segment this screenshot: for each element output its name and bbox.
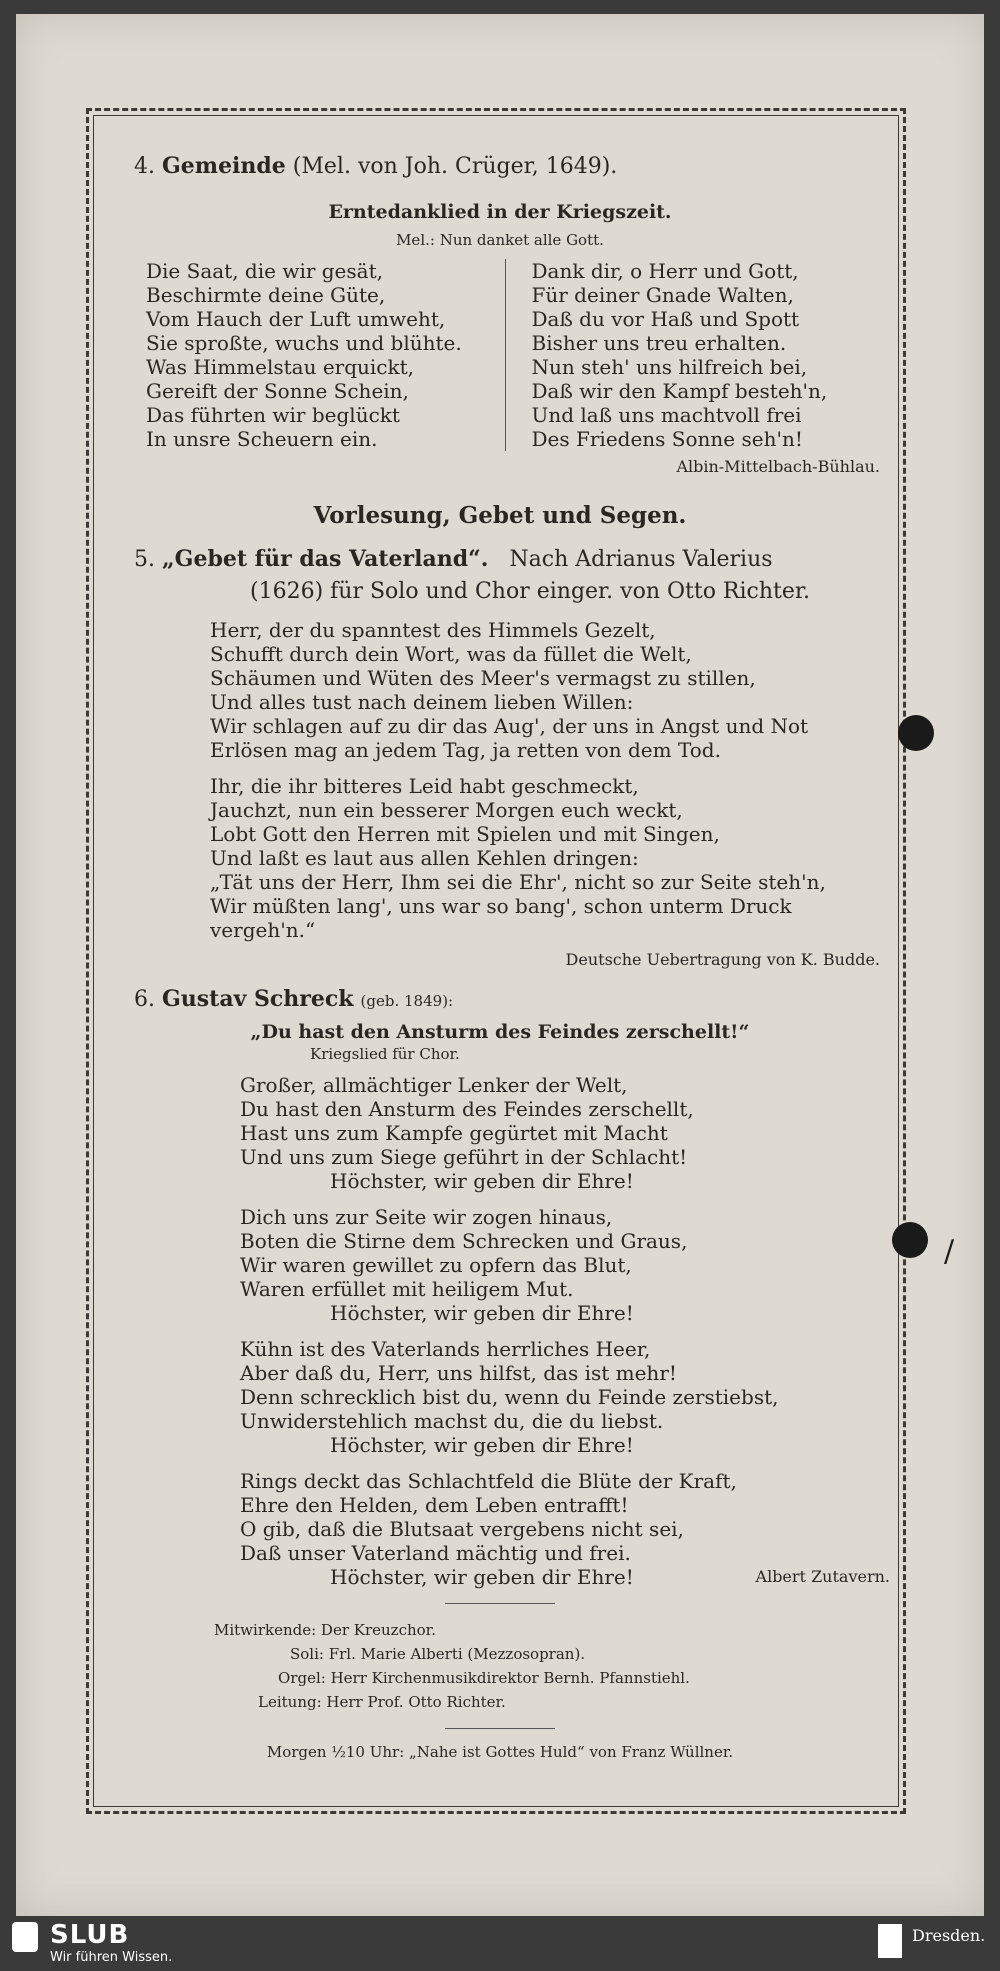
section-title: „Gebet für das Vaterland“. (162, 546, 489, 572)
refrain: Höchster, wir geben dir Ehre! (330, 1433, 634, 1457)
slub-tagline: Wir führen Wissen. (50, 1950, 173, 1965)
punch-hole (898, 715, 934, 751)
verse-line: Du hast den Ansturm des Feindes zerschellt, (240, 1097, 694, 1121)
section-info: (1626) für Solo und Chor einger. von Otto Richter. (250, 579, 810, 604)
refrain-text: Höchster, wir geben dir Ehre! (330, 1565, 634, 1589)
verse-line: Schufft durch dein Wort, was da füllet die Welt, (210, 642, 692, 666)
section-number: 5. (134, 547, 155, 572)
verse-line: Lobt Gott den Herren mit Spielen und mit Singen, (210, 822, 720, 846)
pencil-mark: / (944, 1234, 955, 1269)
footer-bar (0, 1916, 1000, 1971)
credits (214, 1618, 890, 1714)
punch-hole (892, 1222, 928, 1258)
verse-line: Daß wir den Kampf besteh'n, (531, 379, 828, 403)
verse-line: Waren erfüllet mit heiligem Mut. (240, 1277, 574, 1301)
verse-line: Schäumen und Wüten des Meer's vermagst zu stillen, (210, 666, 756, 690)
verse-line: Ehre den Helden, dem Leben entrafft! (240, 1493, 629, 1517)
section-4-heading (134, 150, 890, 183)
verse-line: Das führten wir beglückt (146, 403, 400, 427)
section-melody-note: Mel.: Nun danket alle Gott. (396, 231, 604, 249)
next-event: Morgen ½10 Uhr: „Nahe ist Gottes Huld“ von Franz Wüllner. (266, 1743, 734, 1761)
verse-line: Erlösen mag an jedem Tag, ja retten von dem Tod. (210, 738, 721, 762)
verse-line: Daß du vor Haß und Spott (531, 307, 800, 331)
verse-line: Rings deckt das Schlachtfeld die Blüte der Kraft, (240, 1469, 737, 1493)
verse-line: Sie sproßte, wuchs und blühte. (146, 331, 462, 355)
slub-name: SLUB (50, 1920, 130, 1950)
slub-logo-icon (12, 1922, 38, 1952)
translation-credit: Deutsche Uebertragung von K. Budde. (565, 950, 880, 969)
section-number: 4. (134, 154, 155, 179)
credit-line: Orgel: Herr Kirchenmusikdirektor Bernh. Pfannstiehl. (278, 1669, 690, 1687)
verse-line: Wir waren gewillet zu opfern das Blut, (240, 1253, 632, 1277)
verse-line: Die Saat, die wir gesät, (146, 259, 383, 283)
stanza (240, 1205, 890, 1325)
stanza (240, 1073, 890, 1193)
verse-line: Daß unser Vaterland mächtig und frei. (240, 1541, 631, 1565)
verse-line: Und laßt es laut aus allen Kehlen dringen: (210, 846, 639, 870)
verse-line: Boten die Stirne dem Schrecken und Graus, (240, 1229, 688, 1253)
verse-line: Und laß uns machtvoll frei (531, 403, 802, 427)
section-melody: (Mel. von Joh. Crüger, 1649). (292, 154, 618, 179)
verse-line: Kühn ist des Vaterlands herrliches Heer, (240, 1337, 651, 1361)
verse-line: Dank dir, o Herr und Gott, (531, 259, 799, 283)
verse-left (110, 259, 505, 451)
divider (445, 1603, 555, 1604)
verse-line: Denn schrecklich bist du, wenn du Feinde zerstiebst, (240, 1385, 779, 1409)
stanzas (240, 1073, 890, 1589)
refrain: Höchster, wir geben dir Ehre! (330, 1169, 634, 1193)
stanza (240, 1337, 890, 1457)
verse-line: Herr, der du spanntest des Himmels Gezelt, (210, 618, 656, 642)
stanza (240, 1469, 890, 1589)
verse-columns (110, 259, 890, 451)
song-author: Albert Zutavern. (755, 1567, 890, 1586)
program-heading: Vorlesung, Gebet und Segen. (313, 502, 687, 529)
verse-line: „Tät uns der Herr, Ihm sei die Ehr', nicht so zur Seite steh'n, (210, 870, 826, 894)
verse-right (505, 259, 891, 451)
verse-line: Nun steh' uns hilfreich bei, (531, 355, 808, 379)
verse-line: In unsre Scheuern ein. (146, 427, 378, 451)
refrain: Höchster, wir geben dir Ehre! (330, 1301, 634, 1325)
section-number: 6. (134, 987, 155, 1012)
program-content (110, 150, 890, 1761)
verse-author: Albin-Mittelbach-Bühlau. (676, 457, 880, 476)
section-title: Erntedanklied in der Kriegszeit. (328, 201, 672, 223)
section-composer: Gustav Schreck (162, 986, 354, 1012)
verse-line: Wir müßten lang', uns war so bang', schon unterm Druck vergeh'n.“ (210, 894, 792, 942)
verse-line: Aber daß du, Herr, uns hilfst, das ist mehr! (240, 1361, 677, 1385)
verse-line: Unwiderstehlich machst du, die du liebst. (240, 1409, 664, 1433)
section-subtitle: Kriegslied für Chor. (310, 1045, 460, 1063)
verse-line: Was Himmelstau erquickt, (146, 355, 415, 379)
stanza (210, 618, 890, 762)
verse-line: Ihr, die ihr bitteres Leid habt geschmeckt, (210, 774, 639, 798)
section-title: „Du hast den Ansturm des Feindes zerschellt!“ (250, 1021, 750, 1043)
credit-line: Mitwirkende: Der Kreuzchor. (214, 1621, 436, 1639)
verse-line: Bisher uns treu erhalten. (531, 331, 787, 355)
verse-line: Und alles tust nach deinem lieben Willen: (210, 690, 634, 714)
composer-dates: (geb. 1849): (360, 992, 454, 1010)
section-composer: Gemeinde (162, 153, 286, 179)
credit-line: Leitung: Herr Prof. Otto Richter. (258, 1693, 506, 1711)
stanza (210, 774, 890, 942)
divider (445, 1728, 555, 1729)
verse-line: Jauchzt, nun ein besserer Morgen euch weckt, (210, 798, 683, 822)
verse-line: Dich uns zur Seite wir zogen hinaus, (240, 1205, 613, 1229)
verse-line: Für deiner Gnade Walten, (531, 283, 794, 307)
dresden-logo-icon (878, 1924, 902, 1958)
verse-line: Und uns zum Siege geführt in der Schlacht! (240, 1145, 688, 1169)
refrain (330, 1565, 890, 1589)
verse-line: Beschirmte deine Güte, (146, 283, 386, 307)
credit-line: Soli: Frl. Marie Alberti (Mezzosopran). (290, 1645, 586, 1663)
verse-line: Gereift der Sonne Schein, (146, 379, 409, 403)
section-info: Nach Adrianus Valerius (509, 547, 773, 572)
section-5-heading (134, 543, 890, 576)
dresden-name: Dresden. (912, 1926, 986, 1945)
verse-line: Wir schlagen auf zu dir das Aug', der uns in Angst und Not (210, 714, 809, 738)
verse-line: Großer, allmächtiger Lenker der Welt, (240, 1073, 628, 1097)
verse-line: Des Friedens Sonne seh'n! (531, 427, 803, 451)
verse-line: O gib, daß die Blutsaat vergebens nicht sei, (240, 1517, 684, 1541)
section-6-heading (134, 983, 890, 1017)
verse-line: Vom Hauch der Luft umweht, (146, 307, 446, 331)
verse-line: Hast uns zum Kampfe gegürtet mit Macht (240, 1121, 668, 1145)
